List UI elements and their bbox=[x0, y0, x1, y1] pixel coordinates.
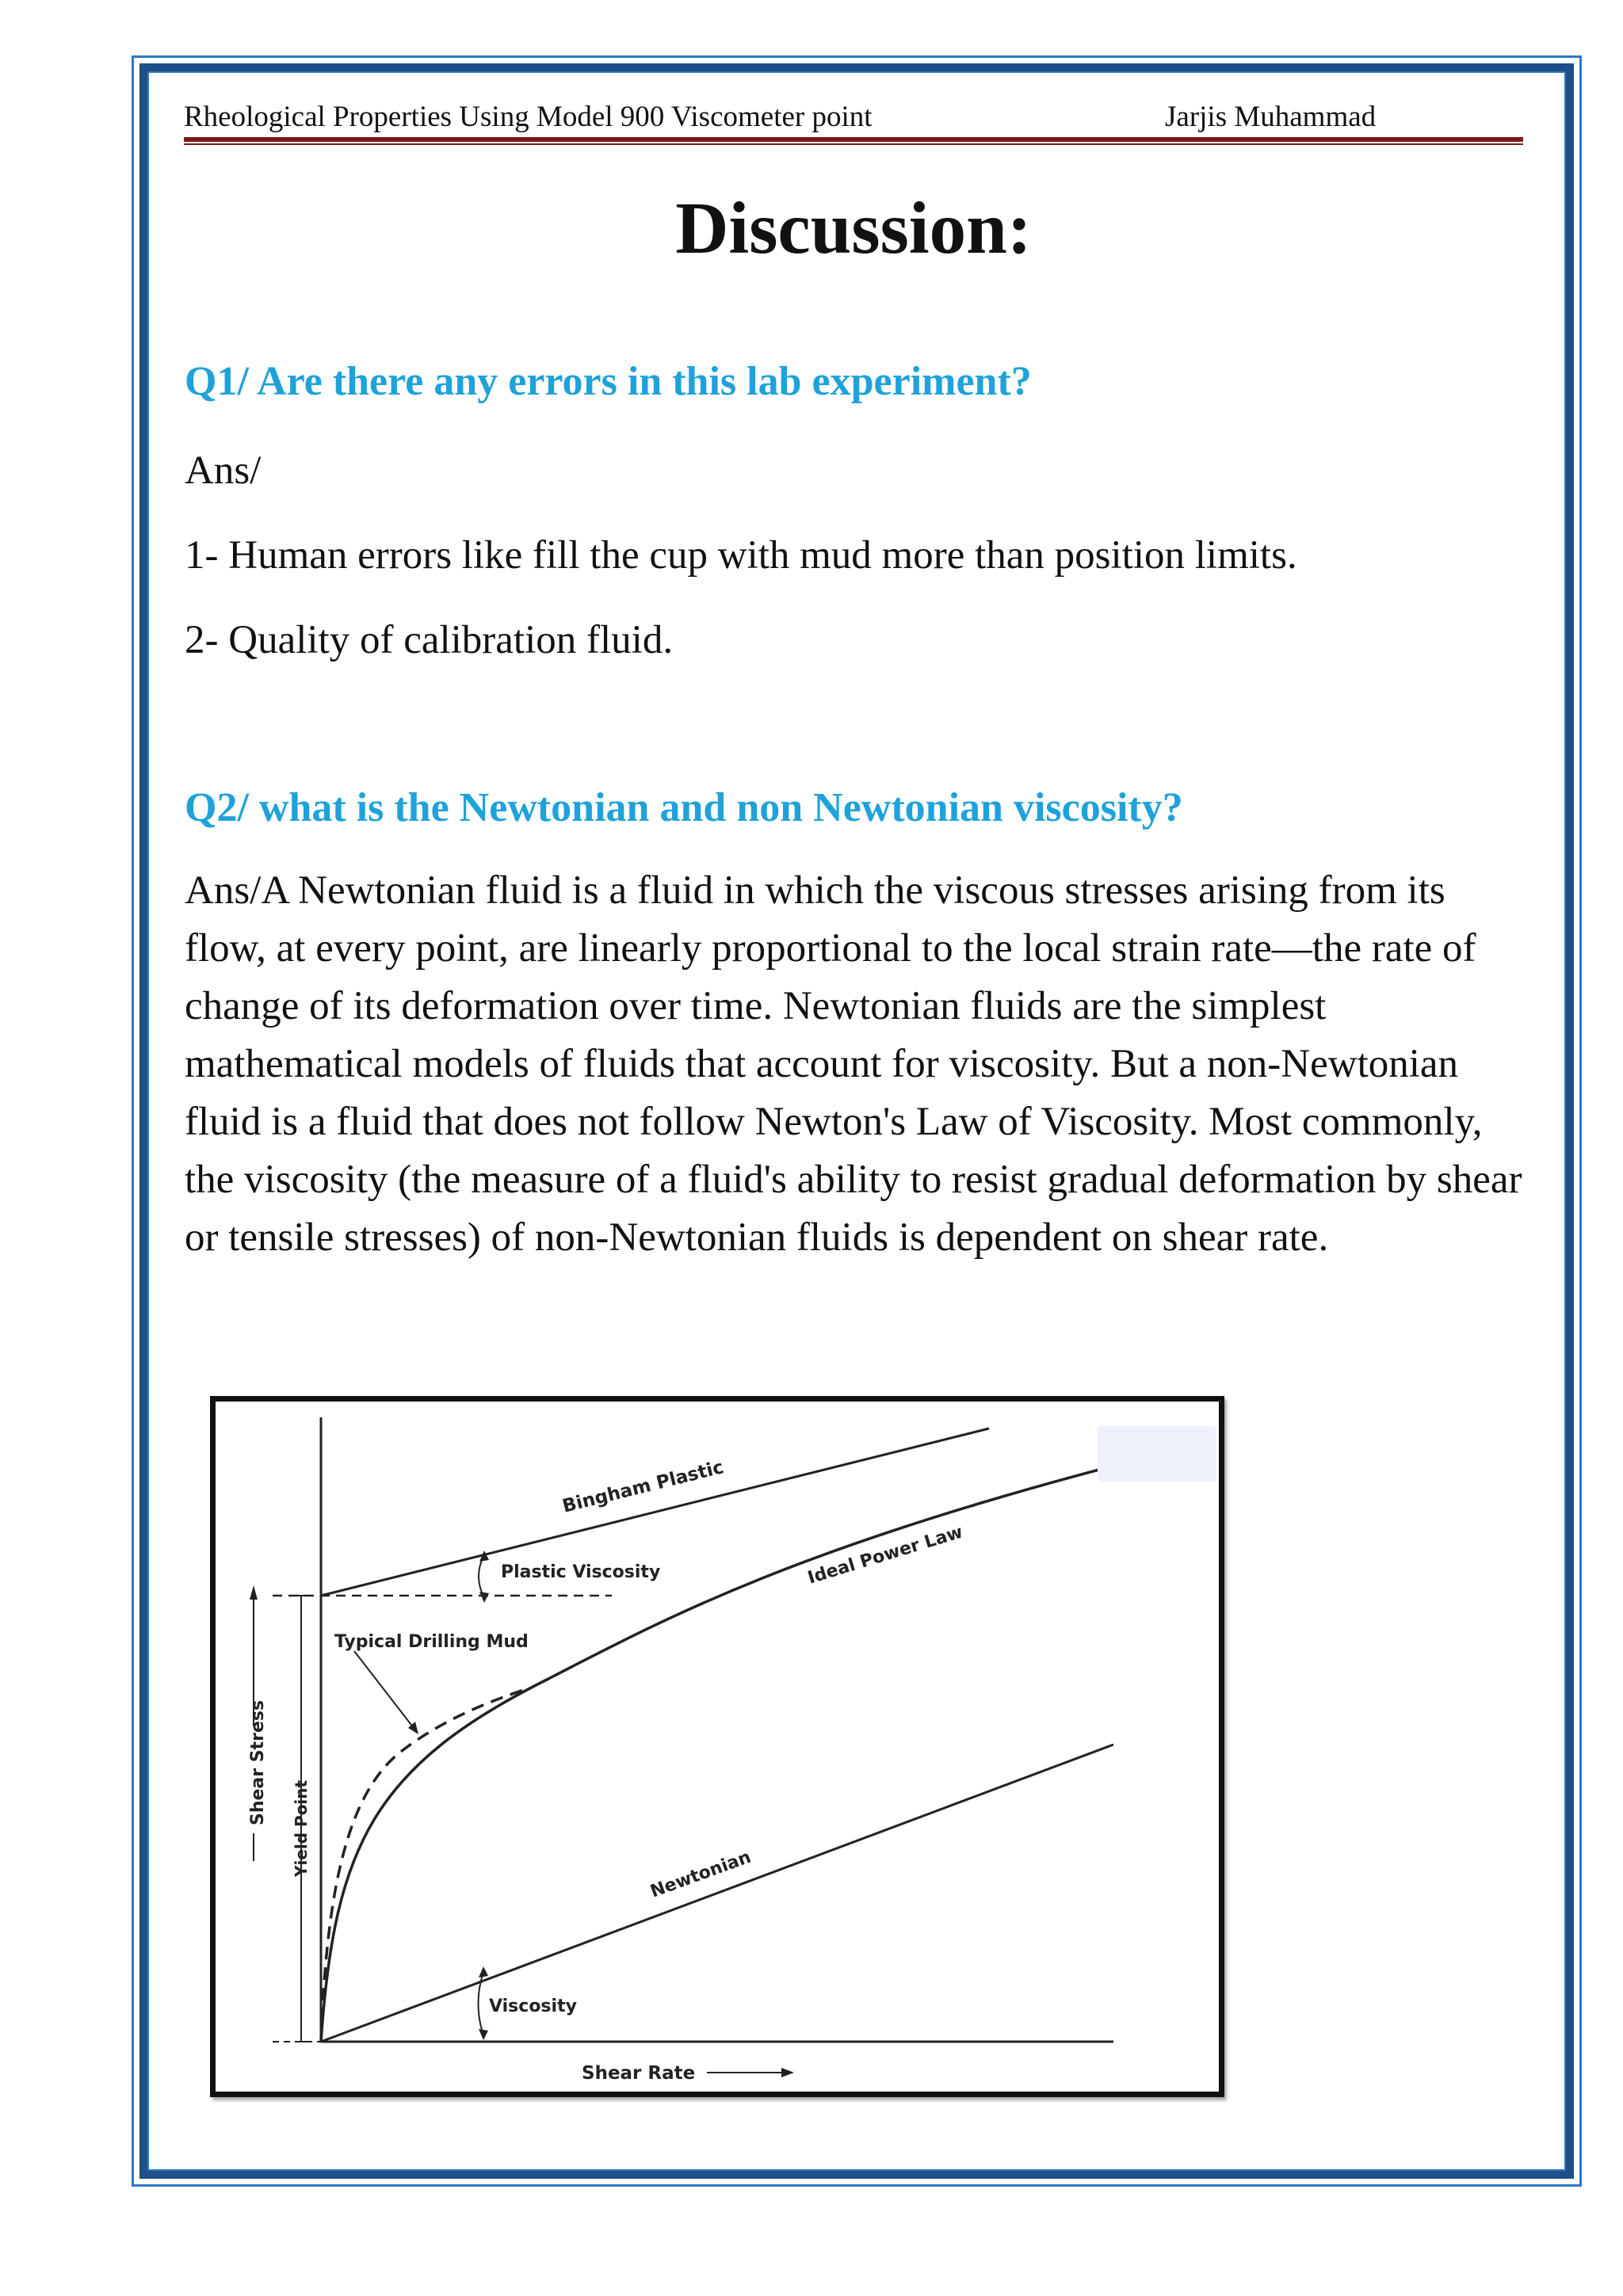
question-2: Q2/ what is the Newtonian and non Newtonian viscosity? bbox=[185, 785, 1183, 830]
shear-stress-arrowhead bbox=[250, 1585, 258, 1600]
watermark-badge bbox=[1098, 1426, 1216, 1482]
label-bingham: Bingham Plastic bbox=[560, 1457, 726, 1517]
header-title: Rheological Properties Using Model 900 Viscometer point bbox=[184, 101, 873, 133]
label-power-law: Ideal Power Law bbox=[805, 1522, 965, 1589]
page-title: Discussion: bbox=[675, 188, 1032, 269]
newtonian-line bbox=[321, 1745, 1113, 2042]
power-law-curve bbox=[321, 1466, 1111, 2042]
pv-arrow-down bbox=[479, 1592, 489, 1603]
visc-arrow-down bbox=[479, 2029, 488, 2040]
header-rule bbox=[184, 137, 1523, 142]
answer-item-2: 2- Quality of calibration fluid. bbox=[185, 618, 674, 662]
question-1: Q1/ Are there any errors in this lab experiment? bbox=[185, 359, 1032, 404]
rheology-figure bbox=[210, 1396, 1224, 2097]
label-viscosity: Viscosity bbox=[489, 1997, 577, 2016]
answer-item-1: 1- Human errors like fill the cup with mud more than position limits. bbox=[185, 533, 1297, 578]
header-author: Jarjis Muhammad bbox=[1165, 101, 1377, 133]
label-plastic-viscosity: Plastic Viscosity bbox=[501, 1562, 661, 1582]
answer-label: Ans/ bbox=[185, 448, 262, 493]
page-header bbox=[184, 97, 1523, 135]
label-yield-point: Yield Point bbox=[292, 1779, 311, 1877]
shear-rate-arrowhead bbox=[781, 2068, 794, 2077]
label-shear-stress: Shear Stress bbox=[248, 1699, 268, 1825]
label-drilling-mud: Typical Drilling Mud bbox=[334, 1632, 529, 1652]
plastic-viscosity-arc bbox=[479, 1555, 484, 1598]
mud-leader bbox=[354, 1651, 414, 1728]
header-rule-thin bbox=[184, 143, 1523, 145]
rheology-diagram bbox=[216, 1402, 1219, 2092]
answer-paragraph: Ans/A Newtonian fluid is a fluid in which the viscous stresses arising from its flow, at every point, are linearly proportional to the local strain rate—the rate of change of its deformation over time. Newtonian fluids are the simplest mathematical models of fluids that account for viscosity. But a non-Newtonian fluid is a fluid that does not follow Newton's Law of Viscosity. Most commonly, the viscosity (the measure of a fluid's ability to resist gradual deformation by shear or tensile stresses) of non-Newtonian fluids is dependent on shear rate. bbox=[185, 868, 1522, 1260]
label-shear-rate: Shear Rate bbox=[582, 2063, 696, 2084]
label-newtonian: Newtonian bbox=[647, 1847, 754, 1902]
visc-arrow-up bbox=[479, 1966, 488, 1978]
